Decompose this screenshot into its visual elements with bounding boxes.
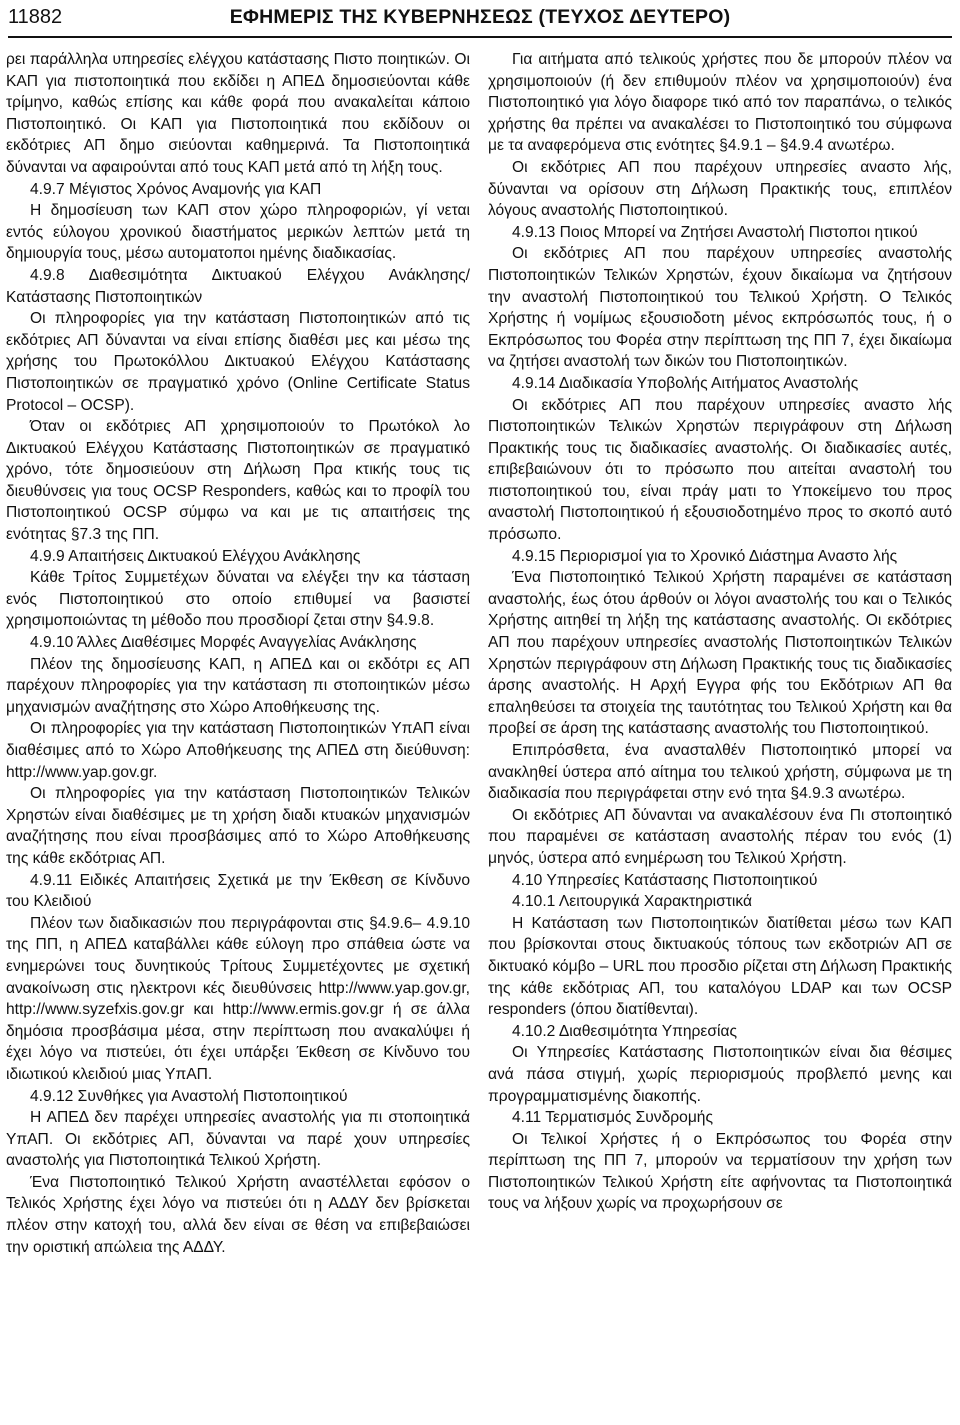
paragraph: Οι εκδότριες ΑΠ που παρέχουν υπηρεσίες αναστο λής Πιστοποιητικών Τελικών Χρηστών περιγράφουν στη Δήλωση Πρακτικής τους τις διαδικασίες αναστολής. Οι διαδικασίες αυτές, επιβεβαιώνουν ότι το πρόσωπο που αιτείται αναστολή του πιστοποιητικού του, είναι πράγ ματι το Υποκείμενο του προς αναστολή Πιστοποιητικού ή εξουσιοδοτημένο προς το σκοπό αυτό πρόσωπο.: [488, 396, 952, 544]
section-heading: 4.10.2 Διαθεσιμότητα Υπηρεσίας: [512, 1022, 737, 1040]
paragraph: Η ΑΠΕΔ δεν παρέχει υπηρεσίες αναστολής για πι στοποιητικά ΥπΑΠ. Οι εκδότριες ΑΠ, δύνανται να παρέ χουν υπηρεσίες αναστολής για Πιστοποιητικά Τελικού Χρήστη.: [6, 1109, 470, 1170]
paragraph: ρει παράλληλα υπηρεσίες ελέγχου κατάστασης Πιστο ποιητικών. Οι ΚΑΠ για πιστοποιητικά που εκδίδει η ΑΠΕΔ δημοσιεύονται κάθε τρίμηνο, καθώς επίσης και κάθε φορά που ανακαλείται κάποιο Πιστοποιητικό. Οι ΚΑΠ για Πιστοποιητικά που εκδίδουν οι εκδότριες ΑΠ δημο σιεύονται καθημερινά. Τα Πιστοποιητικά δύνανται να αφαιρούνται από τους ΚΑΠ μετά από τη λήξη τους.: [6, 51, 470, 176]
section-heading: 4.9.9 Απαιτήσεις Δικτυακού Ελέγχου Ανάκλησης: [30, 547, 361, 565]
paragraph: Πλέον της δημοσίευσης ΚΑΠ, η ΑΠΕΔ και οι εκδότρι ες ΑΠ παρέχουν πληροφορίες για την κατάσταση πι στοποιητικών μέσω μηχανισμών αναζήτησης στο Χώρο Αποθήκευσης της.: [6, 655, 470, 716]
paragraph: Πλέον των διαδικασιών που περιγράφονται στις §4.9.6– 4.9.10 της ΠΠ, η ΑΠΕΔ καταβάλλει κάθε εύλογη προ σπάθεια ώστε να ενημερώνει τους δυνητικούς Τρίτους Συμμετέχοντες με σχετική ανακοίνωση στις ηλεκτρονι κές διευθύνσεις http://www.yap.gov.gr, http://www.syzefxis.gov.gr και http://www.ermis.gov.gr ή σε άλλα δημόσια προσβάσιμα μέσα, στην περίπτωση που ανακαλύψει ή έχει λόγο να πιστεύει, ότι έχει υπάρξει Έκθεση σε Κίνδυνο του ιδιωτικού κλειδιού μιας ΥπΑΠ.: [6, 914, 470, 1083]
paragraph: Επιπρόσθετα, ένα ανασταλθέν Πιστοποιητικό μπορεί να ανακληθεί ύστερα από αίτημα του τελικού χρήστη, σύμφωνα με τη διαδικασία που περιγράφεται στην ενό τητα §4.9.3 ανωτέρω.: [488, 742, 952, 803]
paragraph: Οι Υπηρεσίες Κατάστασης Πιστοποιητικών είναι δια θέσιμες ανά πάσα στιγμή, χωρίς περιορισμούς προβλεπό μενης και προγραμματισμένης διακοπής.: [488, 1044, 952, 1105]
paragraph: Η δημοσίευση των ΚΑΠ στον χώρο πληροφοριών, γί νεται εντός εύλογου χρονικού διαστήματος μερικών λεπτών μετά τη δημιουργία τους, μέσω αυτοματοποι ημένης διαδικασίας.: [6, 202, 470, 263]
right-column: [488, 49, 952, 1215]
header-divider: [8, 36, 952, 38]
section-heading: 4.9.7 Μέγιστος Χρόνος Αναμονής για ΚΑΠ: [30, 180, 322, 198]
paragraph: Οι πληροφορίες για την κατάσταση Πιστοποιητικών ΥπΑΠ είναι διαθέσιμες από το Χώρο Αποθήκευσης της ΑΠΕΔ στη διεύθυνση: http://www.yap.gov.gr.: [6, 720, 470, 781]
section-heading: 4.9.12 Συνθήκες για Αναστολή Πιστοποιητικού: [30, 1087, 348, 1105]
gazette-title: ΕΦΗΜΕΡΙΣ ΤΗΣ ΚΥΒΕΡΝΗΣΕΩΣ (ΤΕΥΧΟΣ ΔΕΥΤΕΡΟ): [229, 6, 731, 28]
paragraph: Για αιτήματα από τελικούς χρήστες που δε μπορούν πλέον να χρησιμοποιούν (ή δεν επιθυμούν πλέον να χρησιμοποιούν) ένα Πιστοποιητικό για λόγο διαφορε τικό από τον παραπάνω, ο τελικός χρήστης θα πρέπει να ανακαλέσει το Πιστοποιητικό του σύμφωνα με τα αναφερόμενα στις ενότητες §4.9.1 – §4.9.4 ανωτέρω.: [488, 51, 952, 155]
section-heading: 4.9.15 Περιορισμοί για το Χρονικό Διάστημα Αναστο λής: [512, 547, 898, 565]
paragraph: Η Κατάσταση των Πιστοποιητικών διατίθεται μέσω των ΚΑΠ που βρίσκονται στους δικτυακούς τόπους των εκδοτριών ΑΠ σε δικτυακό κόμβο – URL που προσδιο ρίζεται στη Δήλωση Πρακτικής της κάθε εκδότριας ΑΠ, του καταλόγου LDAP και των OCSP responders (όπου διατίθενται).: [488, 914, 952, 1019]
section-heading: 4.9.13 Ποιος Μπορεί να Ζητήσει Αναστολή Πιστοποι ητικού: [512, 223, 918, 241]
paragraph: Οι πληροφορίες για την κατάσταση Πιστοποιητικών Τελικών Χρηστών είναι διαθέσιμες με τη χρήση διαδι κτυακών μηχανισμών αναζήτησης που είναι προσβάσιμες από το Χώρο Αποθήκευσης της κάθε εκδότριας ΑΠ.: [6, 785, 470, 867]
paragraph: Οι εκδότριες ΑΠ που παρέχουν υπηρεσίες αναστο λής, δύνανται να ορίσουν στη Δήλωση Πρακτικής τους, επιπλέον λόγους αναστολής Πιστοποιητικού.: [488, 158, 952, 220]
section-heading: 4.9.10 Άλλες Διαθέσιμες Μορφές Αναγγελίας Ανάκλησης: [30, 634, 417, 652]
paragraph: Ένα Πιστοποιητικό Τελικού Χρήστη παραμένει σε κατάσταση αναστολής, έως ότου άρθούν οι λόγοι αναστολής του και ο Τελικός Χρήστης αιτηθεί τη λήξη της κατάστασης αναστολής. Οι εκδότριες ΑΠ που παρέχουν υπηρεσίες αναστολής Πιστοποιητικών Τελικών Χρηστών περιγράφουν στη Δήλωση Πρακτικής τους τις διαδικασίες άρσης αναστολής. Η Αρχή Εγγρα φής του Εκδότριων ΑΠ θα επαληθεύσει τα στοιχεία της ταυτότητας του Τελικού Χρήστη και θα προβεί σε άρση της κατάστασης αναστολής του Πιστοποιητικού.: [488, 569, 952, 738]
section-heading: 4.9.8 Διαθεσιμότητα Δικτυακού Ελέγχου Ανάκλησης/ Κατάστασης Πιστοποιητικών: [6, 266, 470, 306]
left-column: [6, 49, 470, 1258]
paragraph: Όταν οι εκδότριες ΑΠ χρησιμοποιούν το Πρωτόκολ λο Δικτυακού Ελέγχου Κατάστασης Πιστοποιητικών σε πραγματικό χρόνο, τότε δημοσιεύουν στη Δήλωση Πρα κτικής τους τις διευθύνσεις για τους OCSP Responders, καθώς και το προφίλ του Πιστοποιητικού OCSP σύμφω να και με τις απαιτήσεις της ενότητας §7.3 της ΠΠ.: [6, 418, 470, 544]
section-heading: 4.10 Υπηρεσίες Κατάστασης Πιστοποιητικού: [512, 871, 818, 889]
page-number: 11882: [8, 6, 63, 28]
page-header: [8, 3, 952, 35]
section-heading: 4.10.1 Λειτουργικά Χαρακτηριστικά: [512, 893, 753, 911]
paragraph: Οι Τελικοί Χρήστες ή ο Εκπρόσωπος του Φορέα στην περίπτωση της ΠΠ 7, μπορούν να τερματίσουν την χρήση των Πιστοποιητικών Τελικού Χρήστη είτε αφήνοντας τα Πιστοποιητικά τους να λήξουν χωρίς να προχωρήσουν σε: [488, 1130, 952, 1213]
section-heading: 4.11 Τερματισμός Συνδρομής: [512, 1109, 713, 1127]
section-heading: 4.9.14 Διαδικασία Υποβολής Αιτήματος Αναστολής: [512, 374, 859, 392]
paragraph: Οι πληροφορίες για την κατάσταση Πιστοποιητικών από τις εκδότριες ΑΠ δύνανται να είναι επίσης διαθέσι μες και μέσω της χρήσης του Πρωτοκόλλου Δικτυακού Ελέγχου Κατάστασης Πιστοποιητικών σε πραγματικό χρόνο (Online Certificate Status Protocol – OCSP).: [6, 310, 470, 414]
paragraph: Κάθε Τρίτος Συμμετέχων δύναται να ελέγξει την κα τάσταση ενός Πιστοποιητικού στο οποίο επιθυμεί να βασιστεί χρησιμοποιώντας τη μέθοδο που προσδιορί ζεται στην §4.9.8.: [6, 569, 470, 630]
paragraph: Οι εκδότριες ΑΠ δύνανται να ανακαλέσουν ένα Πι στοποιητικό που παραμένει σε κατάσταση αναστολής πέραν του ενός (1) μηνός, ύστερα από ενημέρωση του Τελικού Χρήστη.: [488, 806, 952, 867]
paragraph: Ένα Πιστοποιητικό Τελικού Χρήστη αναστέλλεται εφόσον ο Τελικός Χρήστης έχει λόγο να πιστεύει ότι η ΑΔΔΥ δεν βρίσκεται πλέον στην κατοχή του, αλλά δεν είναι σε θέση να επιβεβαιώσει την οριστική απώλεια της ΑΔΔΥ.: [6, 1173, 470, 1256]
paragraph: Οι εκδότριες ΑΠ που παρέχουν υπηρεσίες αναστολής Πιστοποιητικών Τελικών Χρηστών, έχουν δικαίωμα να ζητήσουν την αναστολή Πιστοποιητικού του Τελικού Χρήστη. Ο Τελικός Χρήστης ή νομίμως εξουσιοδοτη μένος εκπρόσωπός τους, ή ο Εκπρόσωπος του Φορέα στην περίπτωση της ΠΠ 7, έχει δικαίωμα να ζητήσει αναστολή των δικών του Πιστοποιητικών.: [488, 245, 952, 371]
section-heading: 4.9.11 Ειδικές Απαιτήσεις Σχετικά με την Έκθεση σε Κίνδυνο του Κλειδιού: [6, 871, 470, 911]
